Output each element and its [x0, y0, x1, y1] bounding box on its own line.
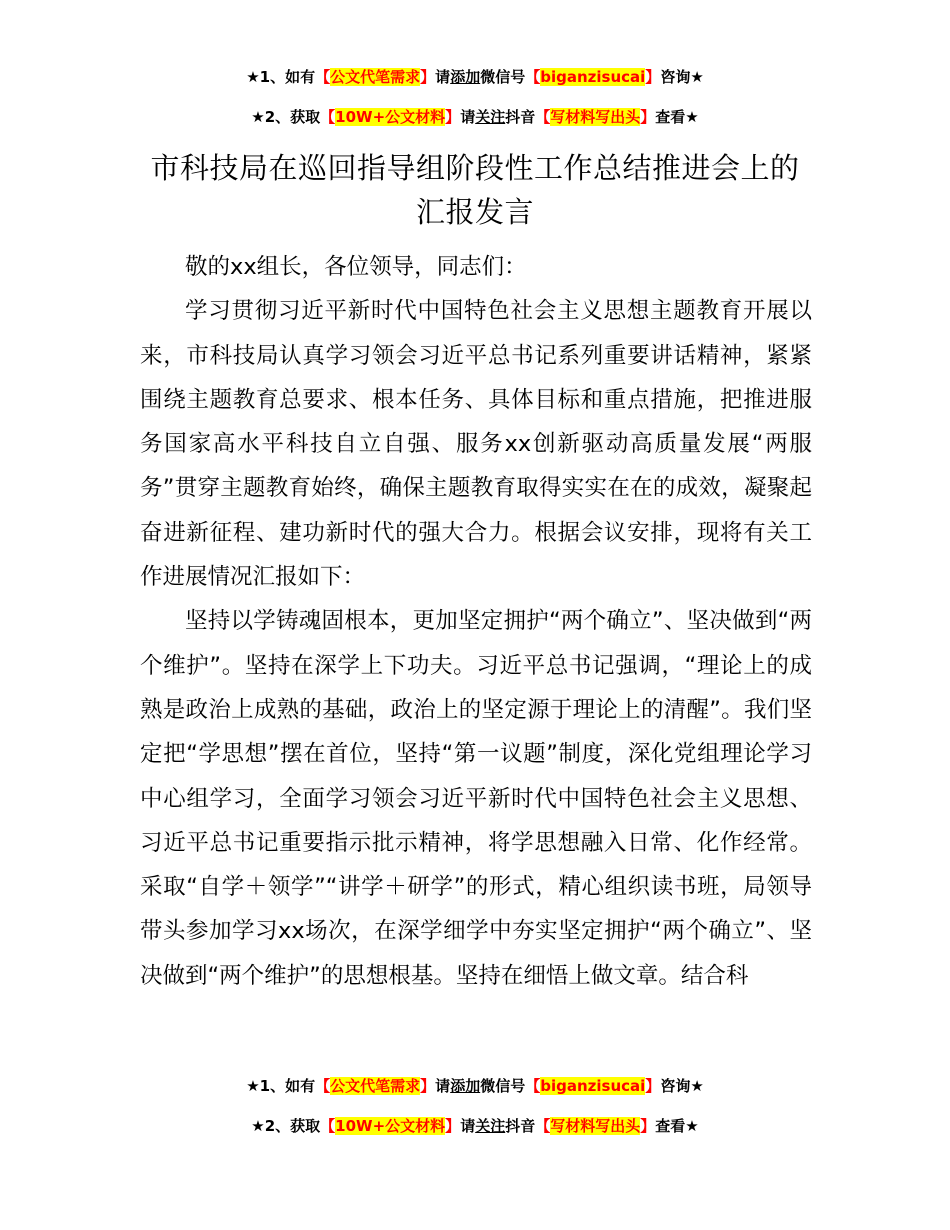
body-paragraph: 学习贯彻习近平新时代中国特色社会主义思想主题教育开展以来，市科技局认真学习领会习近平总书记系列重要讲话精神，紧紧围绕主题教育总要求、根本任务、具体目标和重点措施，把推进服务国家高水平科技自立自强、服务xx创新驱动高质量发展“两服务”贯穿主题教育始终，确保主题教育取得实实在在的成效，凝聚起奋进新征程、建功新时代的强大合力。根据会议安排，现将有关工作进展情况汇报如下：	[140, 298, 812, 591]
promo-1-text: 请	[435, 68, 451, 86]
promo-1-underlined: 添加	[450, 68, 481, 86]
promo-1-tag: 公文代笔需求	[330, 68, 421, 86]
promo-2-tag: 10W+公文材料	[335, 108, 446, 126]
promo-2-underlined: 关注	[475, 1117, 506, 1135]
bracket: 】	[445, 1117, 461, 1135]
promo-line-1-footer	[0, 1076, 950, 1096]
bracket: 】	[645, 1077, 661, 1095]
promo-2-tag: 10W+公文材料	[335, 1117, 446, 1135]
bracket: 【	[535, 1117, 551, 1135]
promo-2-end: 查看★	[655, 1117, 699, 1135]
bracket: 【	[535, 108, 551, 126]
douyin-id: 写材料写出头	[550, 108, 641, 126]
bracket: 】	[420, 1077, 436, 1095]
document-body	[140, 245, 812, 998]
bracket: 】	[645, 68, 661, 86]
promo-2-start: ★2、获取	[251, 108, 321, 126]
promo-2-end: 查看★	[655, 108, 699, 126]
promo-1-underlined: 添加	[450, 1077, 481, 1095]
promo-1-start: ★1、如有	[246, 1077, 316, 1095]
bracket: 【	[525, 68, 541, 86]
promo-2-underlined: 关注	[475, 108, 506, 126]
bracket: 】	[640, 108, 656, 126]
bracket: 【	[315, 68, 331, 86]
bracket: 【	[315, 1077, 331, 1095]
salutation: 敬的xx组长，各位领导，同志们：	[185, 254, 527, 280]
promo-2-start: ★2、获取	[251, 1117, 321, 1135]
promo-1-text-2: 微信号	[480, 68, 526, 86]
promo-line-2-footer	[0, 1116, 950, 1136]
body-paragraph: 坚持以学铸魂固根本，更加坚定拥护“两个确立”、坚决做到“两个维护”。坚持在深学上下功夫。习近平总书记强调，“理论上的成熟是政治上成熟的基础，政治上的坚定源于理论上的清醒”。我们坚定把“学思想”摆在首位，坚持“第一议题”制度，深化党组理论学习中心组学习，全面学习领会习近平新时代中国特色社会主义思想、习近平总书记重要指示批示精神，将学思想融入日常、化作经常。采取“自学＋领学”“讲学＋研学”的形式，精心组织读书班，局领导带头参加学习xx场次，在深学细学中夯实坚定拥护“两个确立”、坚决做到“两个维护”的思想根基。坚持在细悟上做文章。结合科	[140, 608, 812, 989]
bracket: 【	[320, 108, 336, 126]
bracket: 】	[640, 1117, 656, 1135]
wechat-id: biganzisucai	[540, 1077, 646, 1095]
bracket: 【	[320, 1117, 336, 1135]
bracket: 】	[445, 108, 461, 126]
promo-1-start: ★1、如有	[246, 68, 316, 86]
promo-line-2	[0, 107, 950, 127]
promo-2-text-2: 抖音	[505, 1117, 536, 1135]
promo-2-text: 请	[460, 108, 476, 126]
promo-1-tag: 公文代笔需求	[330, 1077, 421, 1095]
promo-1-end: 咨询★	[660, 1077, 704, 1095]
promo-2-text: 请	[460, 1117, 476, 1135]
bracket: 】	[420, 68, 436, 86]
bracket: 【	[525, 1077, 541, 1095]
promo-line-1	[0, 67, 950, 87]
wechat-id: biganzisucai	[540, 68, 646, 86]
promo-2-text-2: 抖音	[505, 108, 536, 126]
promo-1-end: 咨询★	[660, 68, 704, 86]
promo-1-text-2: 微信号	[480, 1077, 526, 1095]
promo-1-text: 请	[435, 1077, 451, 1095]
document-title: 市科技局在巡回指导组阶段性工作总结推进会上的汇报发言	[150, 151, 800, 229]
douyin-id: 写材料写出头	[550, 1117, 641, 1135]
